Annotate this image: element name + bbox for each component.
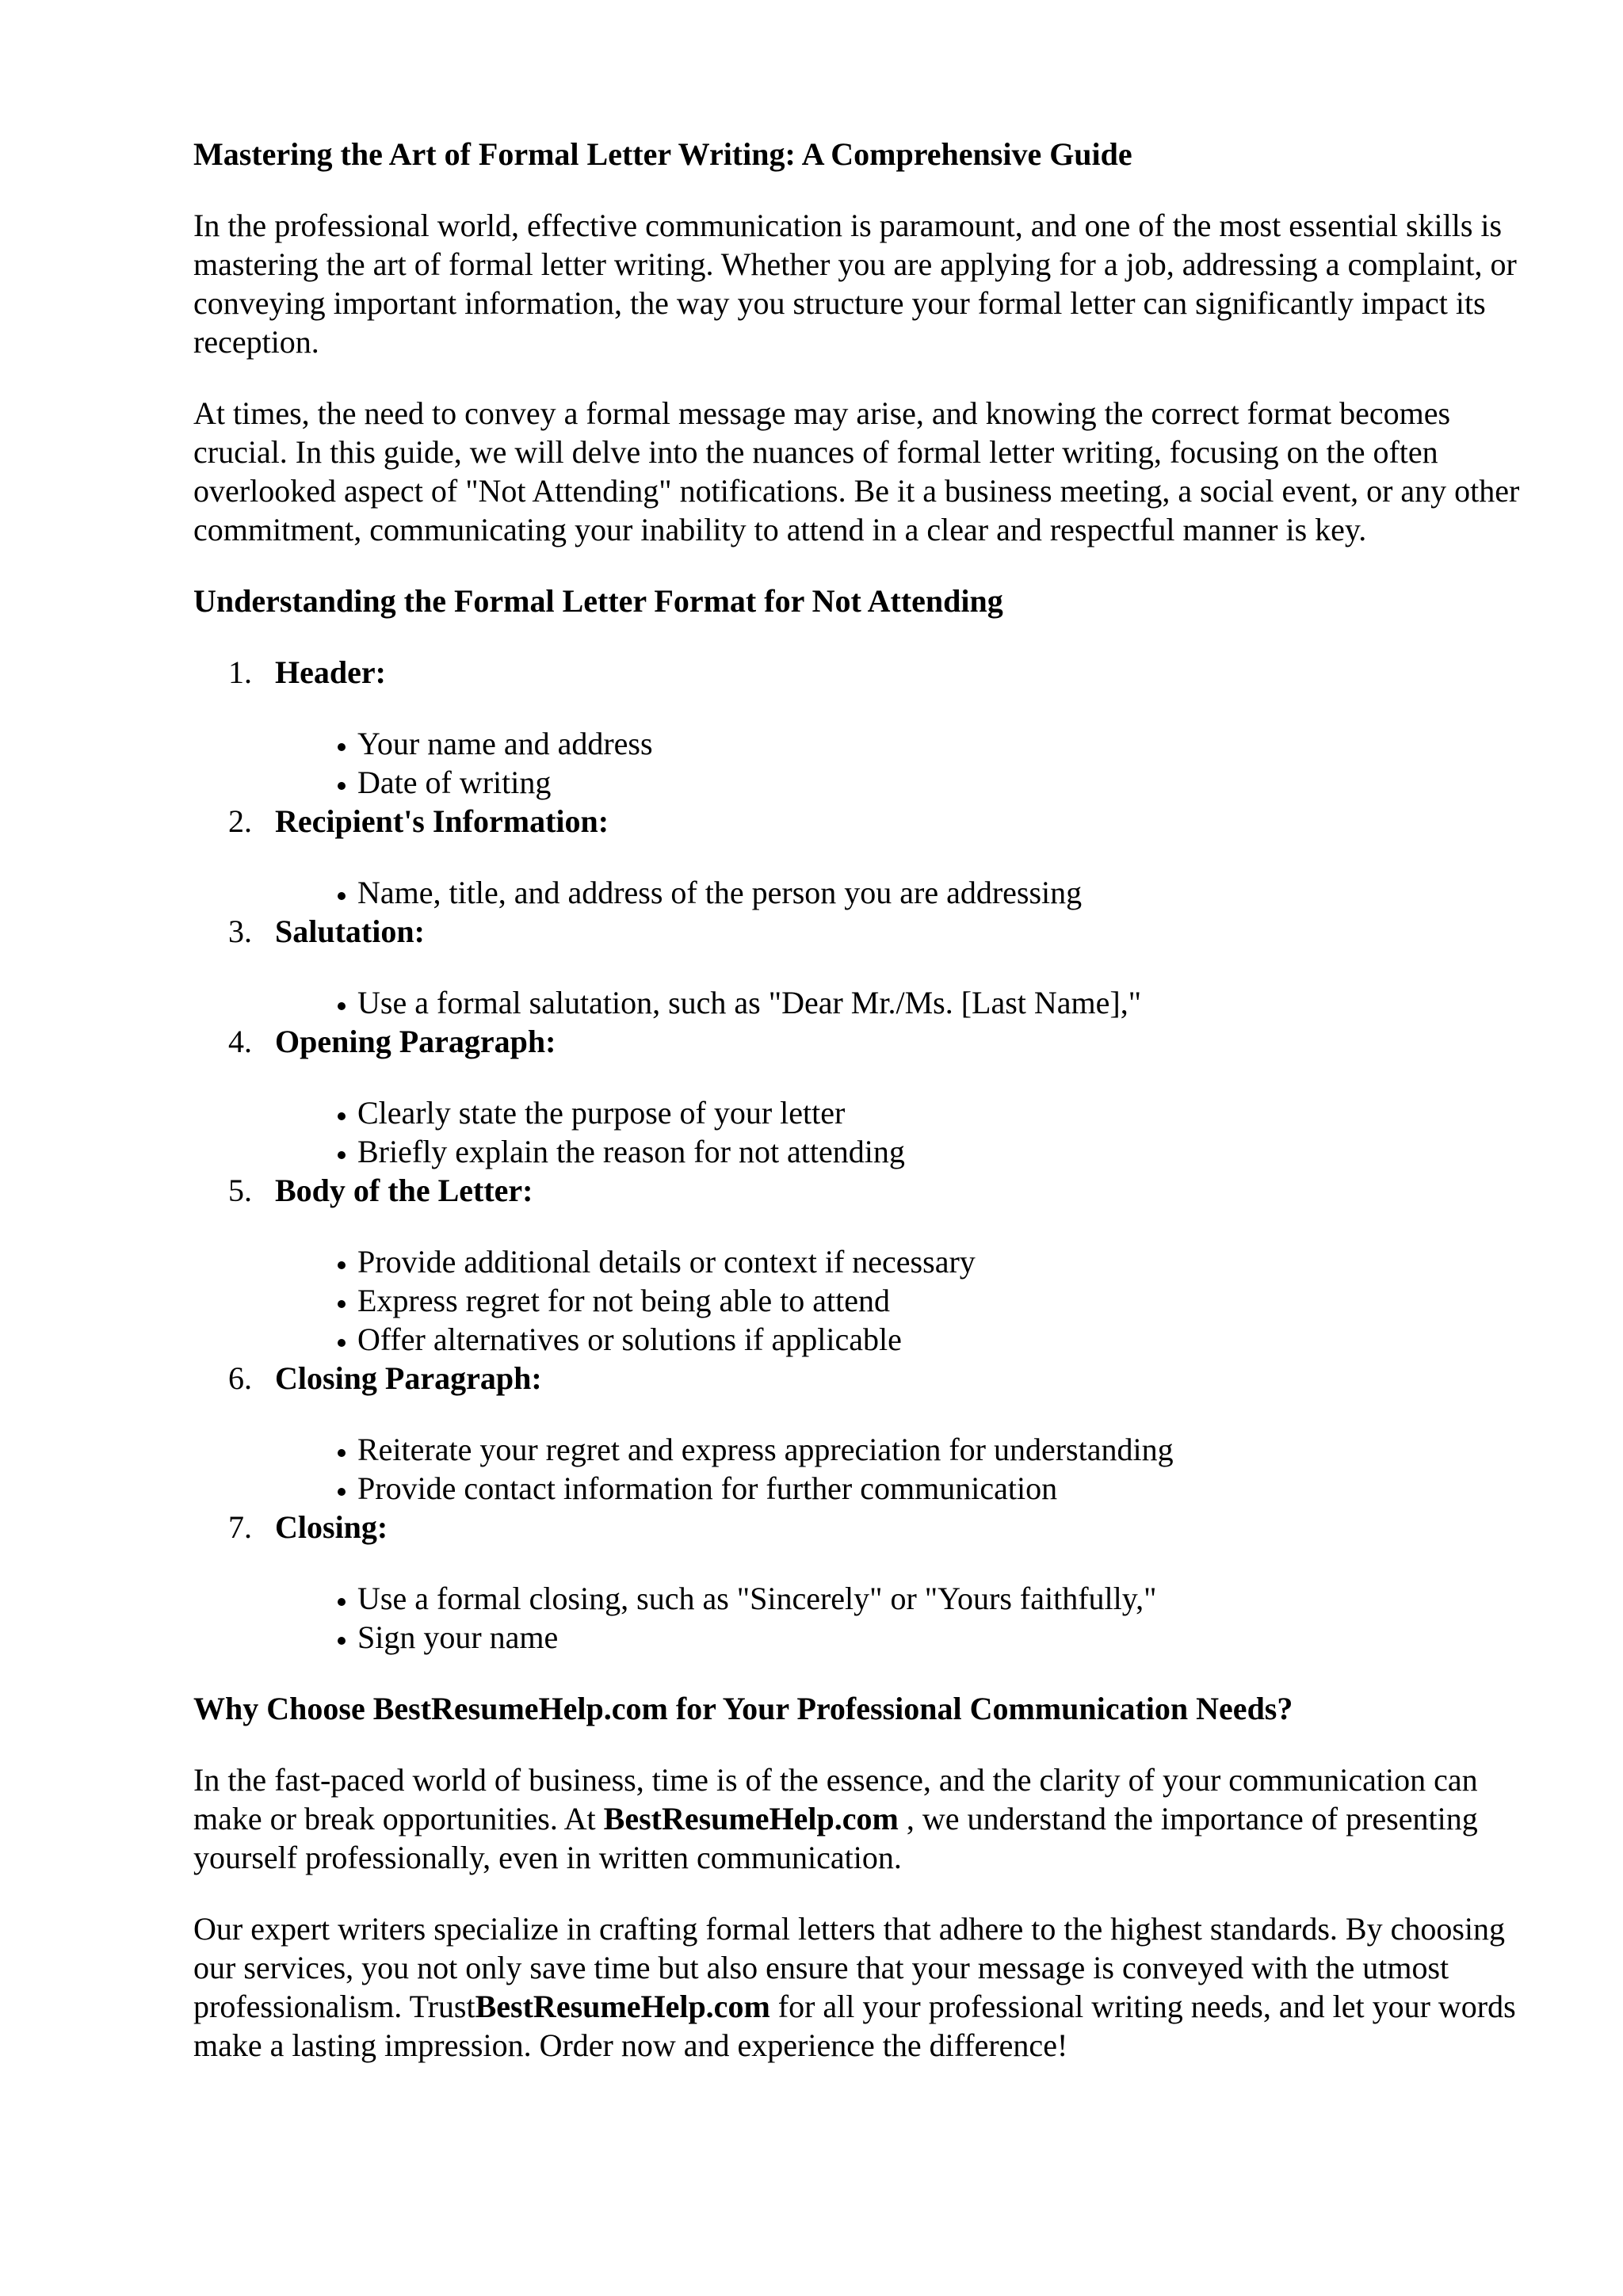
document-page	[193, 135, 1541, 2097]
format-steps-list	[193, 653, 1541, 1657]
why-section-heading	[193, 1689, 1541, 1728]
intro-paragraph-2: At times, the need to convey a formal message may arise, and knowing the correct format becomes crucial. In this guide, we will delve into the nuances of formal letter writing, focusing on the often overlooked aspect of "Not Attending" notifications. Be it a business meeting, a social event, or any other commitment, communicating your inability to attend in a clear and respectful manner is key.	[193, 395, 1520, 547]
why-p1-post: , we understand the importance of presenting yourself professionally, even in written communication.	[193, 1801, 1478, 1875]
step-bullet-item: Provide contact information for further communication	[193, 1469, 1541, 1508]
why-p2-post: for all your professional writing needs, and let your words make a lasting impression. Order now and experience the difference!	[193, 1989, 1516, 2063]
step-number: 7.	[228, 1509, 252, 1545]
format-step	[193, 1022, 1541, 1171]
why-paragraph-1	[193, 1760, 1541, 1877]
document-title: Mastering the Art of Formal Letter Writing: A Comprehensive Guide	[193, 136, 1132, 172]
step-title: Header:	[275, 654, 386, 690]
step-bullet-list	[275, 1093, 1541, 1171]
format-section-heading: Understanding the Formal Letter Format for Not Attending	[193, 583, 1003, 619]
intro-paragraph-1: In the professional world, effective communication is paramount, and one of the most essential skills is mastering the art of formal letter writing. Whether you are applying for a job, addressing a complaint, or conveying important information, the way you structure your formal letter can significantly impact its reception.	[193, 208, 1517, 360]
step-bullet-item: Date of writing	[193, 763, 1541, 802]
step-bullet-item: Use a formal salutation, such as "Dear Mr./Ms. [Last Name],"	[193, 983, 1541, 1022]
step-number: 2.	[228, 803, 252, 839]
step-bullet-list	[275, 873, 1541, 912]
step-title: Body of the Letter:	[275, 1173, 533, 1208]
format-step	[193, 1359, 1541, 1508]
step-title: Salutation:	[275, 913, 425, 949]
step-bullet-item: Express regret for not being able to attend	[193, 1281, 1541, 1320]
step-bullet-item: Briefly explain the reason for not attending	[193, 1132, 1541, 1171]
step-bullet-item: Provide additional details or context if necessary	[193, 1242, 1541, 1281]
format-step	[193, 1508, 1541, 1657]
step-title: Opening Paragraph:	[275, 1024, 556, 1059]
why-p2-brand: BestResumeHelp.com	[475, 1989, 770, 2024]
step-number: 4.	[228, 1024, 252, 1059]
format-step	[193, 802, 1541, 912]
step-number: 3.	[228, 913, 252, 949]
step-bullet-list	[275, 983, 1541, 1022]
step-title: Closing:	[275, 1509, 388, 1545]
step-number: 5.	[228, 1173, 252, 1208]
format-step	[193, 1171, 1541, 1359]
why-heading-pre: Why Choose	[193, 1691, 373, 1726]
step-bullet-item: Reiterate your regret and express appreciation for understanding	[193, 1430, 1541, 1469]
step-bullet-item: Use a formal closing, such as "Sincerely" or "Yours faithfully,"	[193, 1579, 1541, 1618]
format-step	[193, 653, 1541, 802]
why-p1-pre: In the fast-paced world of business, time is of the essence, and the clarity of your communication can make or break opportunities. At	[193, 1762, 1478, 1836]
why-heading-post: for Your Professional Communication Needs?	[667, 1691, 1293, 1726]
step-title: Closing Paragraph:	[275, 1360, 542, 1396]
step-bullet-list	[275, 1242, 1541, 1359]
step-bullet-list	[275, 1430, 1541, 1508]
step-bullet-item: Clearly state the purpose of your letter	[193, 1093, 1541, 1132]
step-bullet-item: Sign your name	[193, 1618, 1541, 1657]
step-bullet-list	[275, 724, 1541, 802]
why-paragraph-2	[193, 1909, 1541, 2065]
step-title: Recipient's Information:	[275, 803, 609, 839]
step-bullet-item: Offer alternatives or solutions if applicable	[193, 1320, 1541, 1359]
step-bullet-list	[275, 1579, 1541, 1657]
why-p1-brand: BestResumeHelp.com	[603, 1801, 899, 1836]
step-bullet-item: Your name and address	[193, 724, 1541, 763]
why-heading-brand: BestResumeHelp.com	[372, 1691, 668, 1726]
why-p2-pre: Our expert writers specialize in crafting formal letters that adhere to the highest standards. By choosing our services, you not only save time but also ensure that your message is conveyed with the utmost professionalism. Trust	[193, 1911, 1506, 2024]
format-step	[193, 912, 1541, 1022]
step-number: 1.	[228, 654, 252, 690]
step-bullet-item: Name, title, and address of the person you are addressing	[193, 873, 1541, 912]
step-number: 6.	[228, 1360, 252, 1396]
